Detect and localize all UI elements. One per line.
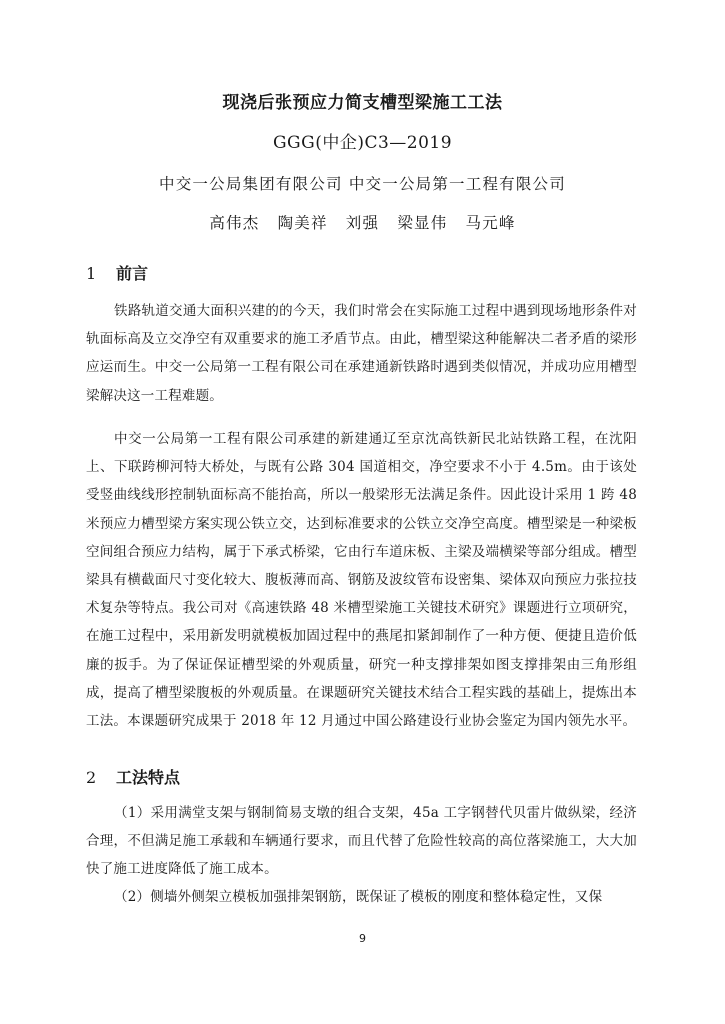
authors: 高伟杰 陶美祥 刘强 梁显伟 马元峰	[209, 214, 516, 232]
section-2-heading	[86, 765, 180, 788]
section-2-paragraph: （2）侧墙外侧架立模板加强排架钢筋，既保证了模板的刚度和整体稳定性，又保	[114, 889, 603, 905]
standard-code: GGG(中企)C3—2019	[272, 133, 453, 153]
section-2-number: 2	[86, 768, 97, 787]
section-1-title: 前言	[116, 264, 149, 283]
section-1-paragraph: 中交一公局第一工程有限公司承建的新建通辽至京沈高铁新民北站铁路工程，在沈阳上、下联跨柳河特大桥处，与既有公路 304 国道相交，净空要求不小于 4.5m。由于该处受竖曲线线形控制轨面标高不能抬高，所以一般梁形无法满足条件。因此设计采用 1 跨 48 米预应力槽型梁方案实现公铁立交，达到标准要求的公铁立交净空高度。槽型梁是一种梁板空间组合预应力结构，属于下承式桥梁，它由行车道床板、主梁及端横梁等部分组成。槽型梁具有横截面尺寸变化较大、腹板薄而高、钢筋及波纹管布设密集、梁体双向预应力张拉技术复杂等特点。我公司对《高速铁路 48 米槽型梁施工关键技术研究》课题进行立项研究，在施工过程中，采用新发明就模板加固过程中的燕尾扣紧卸制作了一种方便、便捷且造价低廉的扳手。为了保证保证槽型梁的外观质量，研究一种支撑排架如图支撑排架由三角形组成，提高了槽型梁腹板的外观质量。在课题研究关键技术结合工程实践的基础上，提炼出本工法。本课题研究成果于 2018 年 12 月通过中国公路建设行业协会鉴定为国内领先水平。	[86, 431, 637, 730]
organizations: 中交一公局集团有限公司 中交一公局第一工程有限公司	[159, 175, 566, 193]
section-1-paragraph: 铁路轨道交通大面积兴建的的今天，我们时常会在实际施工过程中遇到现场地形条件对轨面标高及立交净空有双重要求的施工矛盾节点。由此，槽型梁这种能解决二者矛盾的梁形应运而生。中交一公局第一工程有限公司在承建通新铁路时遇到类似情况，并成功应用槽型梁解决这一工程难题。	[86, 303, 637, 404]
section-1-heading	[86, 261, 148, 284]
section-2-paragraph: （1）采用满堂支架与钢制简易支墩的组合支架，45a 工字钢替代贝雷片做纵梁，经济合理，不但满足施工承载和车辆通行要求，而且代替了危险性较高的高位落梁施工，大大加快了施工进度降低了施工成本。	[86, 805, 637, 878]
document-title: 现浇后张预应力简支槽型梁施工工法	[222, 93, 503, 113]
page-number: 9	[359, 932, 366, 945]
section-2-title: 工法特点	[116, 768, 181, 787]
section-1-number: 1	[86, 264, 97, 283]
